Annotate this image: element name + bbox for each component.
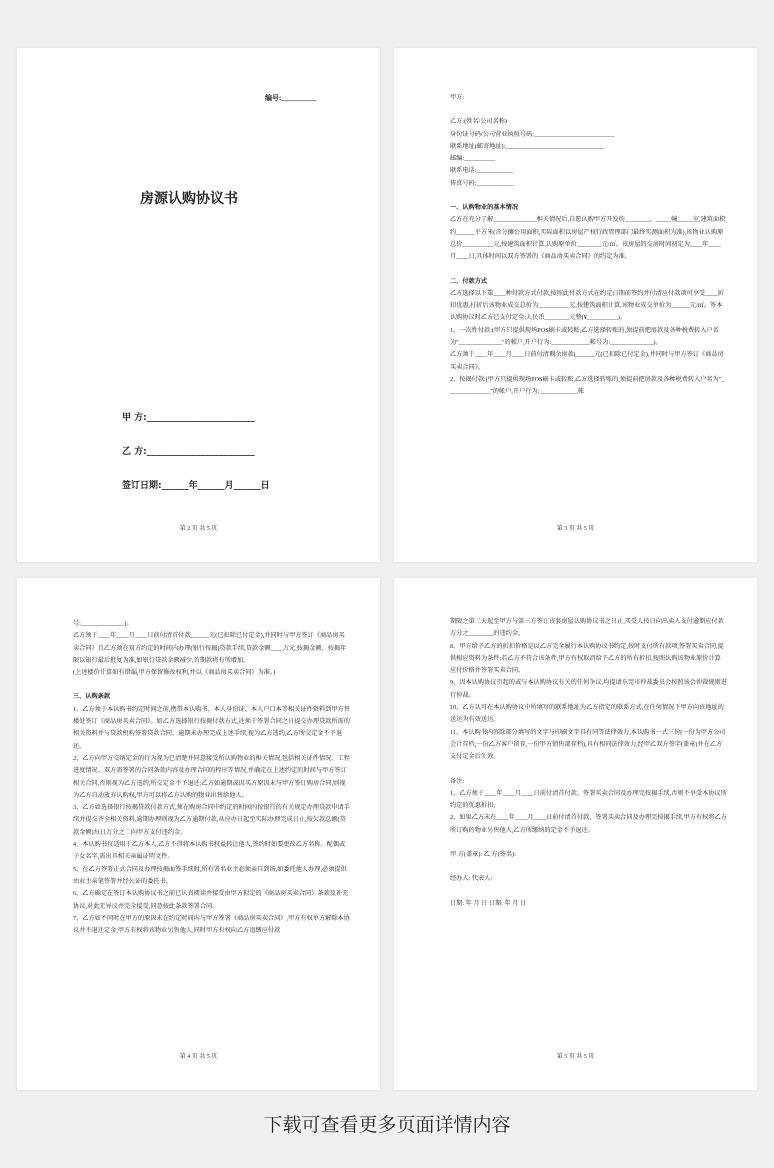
page-body bbox=[73, 618, 350, 937]
page-body bbox=[450, 92, 727, 399]
body-paragraph: 6、乙方确定在签订本认购协议书之前已认真阅读并接受由甲方拟定的《商品房买卖合同》条款及补充协议,对此无异议并完全接受,同意按此条款签署合同。 bbox=[73, 890, 349, 910]
body-paragraph: 三、认购条款 bbox=[73, 693, 111, 701]
blank-line bbox=[450, 886, 727, 898]
party-b-line: 乙 方:________________________ bbox=[122, 447, 255, 457]
body-paragraph: 1、乙方须于本认购书约定时间之前,携带本认购书、本人身份证、本人户口本等相关证件资料到甲方售楼处签订《商品房买卖合同》。如乙方选择银行按揭付款方式,还须于签署合同之日提交办理贷款所需的相关资料并与贷款机构签署贷款合同。逾期未办理完成上述手续,视为乙方违约,乙方所交定金不予退还。 bbox=[73, 705, 350, 750]
page-5 bbox=[394, 578, 757, 1090]
contract-number: 编号:__________ bbox=[265, 94, 317, 102]
body-paragraph: 2、按揭付款:(甲方只提供现场POS刷卡或转账,乙方选择转账的,须提前把房款及各种税费转入户名为"______________"的帐户,开户行为:____________,帐 bbox=[450, 375, 725, 396]
body-paragraph: (上述楼价计算如有错漏,甲方保留修改权利,并以《商品房买卖合同》为准。) bbox=[73, 669, 276, 677]
blank-line bbox=[450, 264, 727, 276]
body-paragraph: 11、本认购书内容除部分填写的文字与印刷文字具有同等法律效力,本认购书一式三份(一份为甲方公司会计存档,一份乙方客户留存,一份甲方销售部存档),具有相同法律效力,经甲乙双方签字(盖章)并在乙方支付定金后生效。 bbox=[450, 728, 726, 761]
page-footer: 第 3 页 共 5 页 bbox=[556, 526, 595, 532]
body-paragraph: 联系电话:____________ bbox=[450, 167, 514, 175]
body-paragraph: 期限之第二天起至甲方与第三方签订该套房屋认购协议书之日止,买受人按日向出卖人支付逾期应付款万分之________的违约金。 bbox=[450, 618, 724, 638]
body-paragraph: 备注: bbox=[450, 777, 465, 785]
body-paragraph: 2、乙方向甲方交纳定金的行为视为已清楚并同意接受所认购物业的相关情况,包括相关证件情况、工程进度情况、双方需签署的合同条款内容及办理合同的程序等情况,并确定在上述约定的时间与甲方签订相关合同,否则视为乙方违约,所交定金不予退还;乙方如逾期或因买方原因未与甲方签订购房合同,则视为乙方自动放弃认购权,甲方可以将乙方认购的物业出售给他人。 bbox=[73, 754, 350, 799]
body-paragraph: 9、因本认购协议引起的或与本认购协议有关的任何争议,均提请东莞市仲裁委员会按照该会仲裁规则进行仲裁。 bbox=[450, 679, 727, 699]
blank-line bbox=[450, 837, 727, 849]
body-paragraph: 乙方在充分了解______________相关情况后,自愿认购甲方开发的________、_____幢_____室,建筑面积约______平方米(含分摊公用面积,实际面积以房屋产权行政管理部门最终实测面积为准),该物业认购原总价__________元,按建筑面积计算,认购原单价________元/㎡。该房屋的交房时间初定为____年____月____日,具体时间以双方签署的《商品房买卖合同》的约定为准。 bbox=[450, 216, 726, 261]
body-paragraph: 乙方须于____年____月____日前付清剩余房款(______元(已扣除已付定金),并同时与甲方签订《商品房买卖合同》。 bbox=[450, 351, 724, 371]
body-paragraph: 乙方选择以下第____种付款方式付款,按照此付款方式在约定日期前签约并付清应付款项可享受____折扣优惠,打折后该物业成交总价为__________元,按建筑面积计算,该物业成交单价为______元/㎡。签本认购协议时乙方已支付定金:人民币________元整(¥__________)。 bbox=[450, 289, 724, 322]
body-paragraph: 2、如果乙方未在____年____月____日前付清首付款、签署买卖合同及办理完按揭手续,甲方有权将乙方所订购的物业另售他人,乙方所缴纳的定金不予退还。 bbox=[450, 814, 727, 834]
body-paragraph: 乙方须于____年____月____日前付清首付款______元(已扣除已付定金),并同时与甲方签订《商品房买卖合同》且乙方须在双方约定的时间内办理(银行按揭)贷款手续,贷款金额____万元,按揭金额、按揭年限以银行最后批复为准,如银行贷款金额减少,首期款将有所增加。 bbox=[73, 632, 347, 664]
sign-date-line: 签订日期:______年______月______日 bbox=[122, 481, 270, 491]
document-title: 房源认购协议书 bbox=[140, 191, 238, 207]
body-paragraph: 7、乙方如不同时在甲方的原因未在约定时间内与甲方签署《商品房买卖合同》,甲方有权单方解除本协议并不退还定金,甲方有权将该物业另售他人,同时甲方有权向乙方追缴应付款 bbox=[73, 914, 350, 935]
page-4 bbox=[17, 578, 380, 1090]
body-paragraph: 传真号码:____________ bbox=[450, 179, 514, 187]
page-body bbox=[450, 616, 727, 910]
body-paragraph: 经办人: 代表人: bbox=[450, 875, 493, 883]
party-a-line: 甲 方:________________________ bbox=[122, 413, 255, 423]
body-paragraph: 甲 方(盖章): 乙 方(签名): bbox=[450, 851, 516, 859]
body-paragraph: 号:______________)。 bbox=[73, 620, 133, 627]
blank-line bbox=[450, 861, 727, 873]
body-paragraph: 4、本认购书仅适用于乙方本人,乙方不得将本认购书权益转让他人,签约时如要更改乙方名称、配偶或子女名字,需出具相关亲属证明文件。 bbox=[73, 841, 346, 861]
body-paragraph: 一、认购物业的基本情况 bbox=[450, 204, 519, 212]
body-paragraph: 5、在乙方签署正式合同及办理按揭面签手续时,所有署名业主必须亲自到场,如委托他人办理,必须提供由业主亲笔签署并经公证的委托书。 bbox=[73, 865, 347, 885]
body-paragraph: 甲方: bbox=[450, 94, 465, 101]
page-footer: 第 4 页 共 5 页 bbox=[179, 1054, 218, 1060]
body-paragraph: 日期: 年 月 日 日期: 年 月 日 bbox=[450, 899, 527, 907]
download-caption: 下载可查看更多页面详情内容 bbox=[263, 1114, 511, 1136]
page-footer: 第 5 页 共 5 页 bbox=[556, 1054, 595, 1060]
body-paragraph: 联系地址(邮寄地址):________________________________ bbox=[450, 142, 605, 150]
body-paragraph: 3、乙方如选择银行按揭贷款付款方式,须在购房合同中约定的时间内按银行的有关规定办理贷款申请手续并提交齐全相关资料,逾期办理则视为乙方逾期付款,从应办日起至实际办理完成日止,按欠款总额(贷款金额)每日万分之二向甲方支付违约金。 bbox=[73, 804, 350, 836]
blank-line bbox=[73, 679, 350, 691]
page-3 bbox=[394, 48, 757, 562]
blank-line bbox=[450, 190, 727, 202]
blank-line bbox=[450, 104, 727, 116]
body-paragraph: 二、付款方式 bbox=[450, 277, 488, 285]
body-paragraph: 1、乙方须于____年____月____日前付清首付款、签署买卖合同及办理完按揭手续,否则不享受本协议所约定的优惠折扣; bbox=[450, 789, 727, 810]
body-paragraph: 10、乙方认可在本认购协议中所填写的联系地址为乙方指定的联系方式,在任何情况下甲方向该地址的送达为有效送达。 bbox=[450, 704, 724, 724]
body-paragraph: 邮编:__________ bbox=[450, 155, 496, 163]
page-footer: 第 2 页 共 5 页 bbox=[179, 526, 218, 532]
body-paragraph: 乙方:(姓名/公司名称) bbox=[450, 118, 508, 126]
body-paragraph: 8、甲方给予乙方的折扣价格是以乙方完全履行本认购协议书约定,按时支付所有款项,签署买卖合同,提供相应资料为条件;若乙方不符合该条件,甲方有权取消给予乙方的所有折扣,按照认购该物业原价计算应付价格并签署买卖合同。 bbox=[450, 642, 724, 675]
cover-page bbox=[17, 48, 380, 562]
body-paragraph: 1、一次性付款:(甲方只提供现场POS刷卡或转账,乙方选择转账的,须提前把房款及各种税费转入户名为"______________"的帐户,开户行为:____________,帐号为:______________)。 bbox=[450, 326, 719, 347]
body-paragraph: 身份证号码/公司营业执照号码:__________________________ bbox=[450, 130, 615, 138]
blank-line bbox=[450, 764, 727, 776]
